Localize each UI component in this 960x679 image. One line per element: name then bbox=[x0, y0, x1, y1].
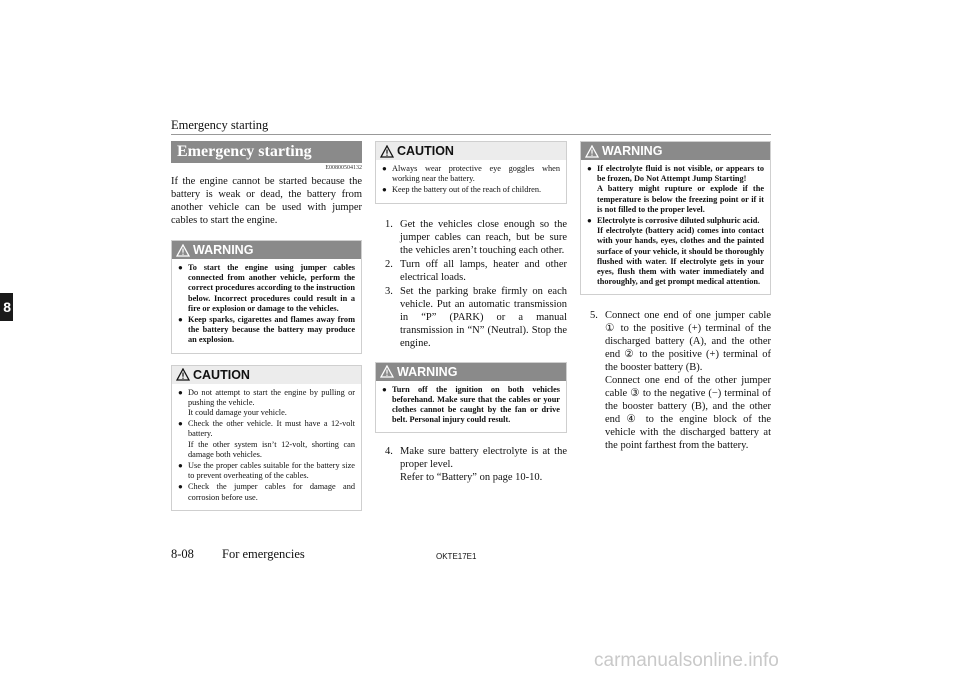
caution-box-2 bbox=[375, 141, 567, 204]
intro-paragraph: If the engine cannot be started because the battery is weak or dead, the battery from another vehicle can be used with jumper cables to start the engine. bbox=[171, 176, 362, 226]
bullet-icon: ● bbox=[178, 387, 183, 397]
warning-label: WARNING bbox=[397, 364, 458, 379]
step-4: 4. Make sure battery electrolyte is at the proper level. Refer to “Battery” on page 10-10. bbox=[385, 446, 567, 484]
bullet-icon: ● bbox=[178, 315, 183, 325]
chapter-tab: 8 bbox=[0, 293, 13, 321]
warning-header bbox=[581, 142, 770, 160]
column-left bbox=[171, 141, 362, 511]
page-number: 8-08 bbox=[171, 547, 194, 561]
caution-item: ● Use the proper cables suitable for the battery size to prevent overheating of the cables. bbox=[178, 461, 355, 481]
warning-header bbox=[376, 363, 566, 381]
warning-item: ● To start the engine using jumper cables connected from another vehicle, perform the correct procedures according to the instruction below. Incorrect procedures could result in a fire or explosion or damage to the vehicles. bbox=[178, 263, 355, 313]
bullet-icon: ● bbox=[382, 185, 387, 195]
column-right bbox=[580, 141, 771, 453]
warning-item: ● Turn off the ignition on both vehicles beforehand. Make sure that the cables or your clothes cannot be caught by the fan or drive belt. Personal injury could result. bbox=[382, 384, 560, 425]
page-reference: Refer to “Battery” on page 10-10. bbox=[400, 472, 543, 484]
footer-section: For emergencies bbox=[222, 547, 305, 561]
warning-box-2 bbox=[375, 362, 567, 434]
bullet-icon: ● bbox=[382, 164, 387, 173]
caution-item: ● Always wear protective eye goggles when working near the battery. bbox=[382, 164, 560, 184]
warning-item: ● If electrolyte fluid is not visible, or appears to be frozen, Do Not Attempt Jump Starting! A battery might rupture or explode if the temperature is below the freezing point or if it is not filled to the proper level. bbox=[587, 164, 764, 214]
caution-triangle-icon bbox=[176, 368, 190, 381]
step-5: 5. Connect one end of one jumper cable ① to the positive (+) terminal of the discharged battery (A), and the other end ② to the positive (+) terminal of the booster battery (B). Connect one end of the other jumper cable ③ to the negative (−) terminal of the booster battery (B), and the other end ④ to the engine block of the vehicle with the discharged battery at the point farthest from the battery. bbox=[590, 310, 771, 452]
caution-item: ● Check the jumper cables for damage and corrosion before use. bbox=[178, 482, 355, 502]
warning-triangle-icon bbox=[585, 145, 599, 158]
bullet-icon: ● bbox=[178, 419, 183, 429]
caution-item: ● Check the other vehicle. It must have a 12-volt battery. If the other system isn’t 12-volt, shorting can damage both vehicles. bbox=[178, 419, 355, 459]
bullet-icon: ● bbox=[178, 482, 183, 492]
warning-box-1 bbox=[171, 240, 362, 354]
step-item: 3. Set the parking brake firmly on each vehicle. Put an automatic transmission in “P” (PARK) or a manual transmission in “N” (Neutral). Stop the engine. bbox=[385, 285, 567, 349]
bullet-icon: ● bbox=[178, 263, 183, 272]
caution-header bbox=[172, 366, 361, 384]
watermark: carmanualsonline.info bbox=[594, 650, 779, 671]
step-item: 2. Turn off all lamps, heater and other electrical loads. bbox=[385, 258, 567, 283]
warning-triangle-icon bbox=[176, 244, 190, 257]
caution-triangle-icon bbox=[380, 145, 394, 158]
warning-label: WARNING bbox=[193, 243, 254, 257]
bullet-icon: ● bbox=[178, 461, 183, 471]
warning-triangle-icon bbox=[380, 365, 394, 378]
section-title: Emergency starting bbox=[171, 141, 362, 163]
caution-label: CAUTION bbox=[397, 144, 454, 158]
bullet-icon: ● bbox=[382, 384, 387, 394]
step-item: 1. Get the vehicles close enough so the jumper cables can reach, but be sure the vehicles aren’t touching each other. bbox=[385, 218, 567, 256]
caution-label: CAUTION bbox=[193, 367, 250, 382]
caution-item: ● Keep the battery out of the reach of children. bbox=[382, 185, 542, 195]
caution-item: ● Do not attempt to start the engine by pulling or pushing the vehicle. It could damage your vehicle. bbox=[178, 387, 355, 418]
running-header: Emergency starting bbox=[171, 118, 269, 132]
header-rule bbox=[171, 134, 771, 135]
warning-item: ● Electrolyte is corrosive diluted sulphuric acid. If electrolyte (battery acid) comes into contact with your hands, eyes, clothes and the painted surface of your vehicle, it should be thoroughly flushed with water. If electrolyte gets in your eyes, flush them with water immediately and thoroughly, and get prompt medical attention. bbox=[587, 216, 764, 287]
warning-item: ● Keep sparks, cigarettes and flames away from the battery because the battery may produce an explosion. bbox=[178, 315, 355, 345]
caution-box-1 bbox=[171, 365, 362, 511]
warning-box-3 bbox=[580, 141, 771, 295]
warning-header bbox=[172, 241, 361, 259]
bullet-icon: ● bbox=[587, 164, 592, 173]
warning-label: WARNING bbox=[602, 144, 663, 158]
column-middle bbox=[375, 141, 567, 485]
document-code: OKTE17E1 bbox=[436, 552, 477, 561]
bullet-icon: ● bbox=[587, 216, 592, 226]
caution-header bbox=[376, 142, 566, 160]
steps-list bbox=[375, 218, 567, 350]
section-code: E00800504132 bbox=[325, 165, 362, 171]
